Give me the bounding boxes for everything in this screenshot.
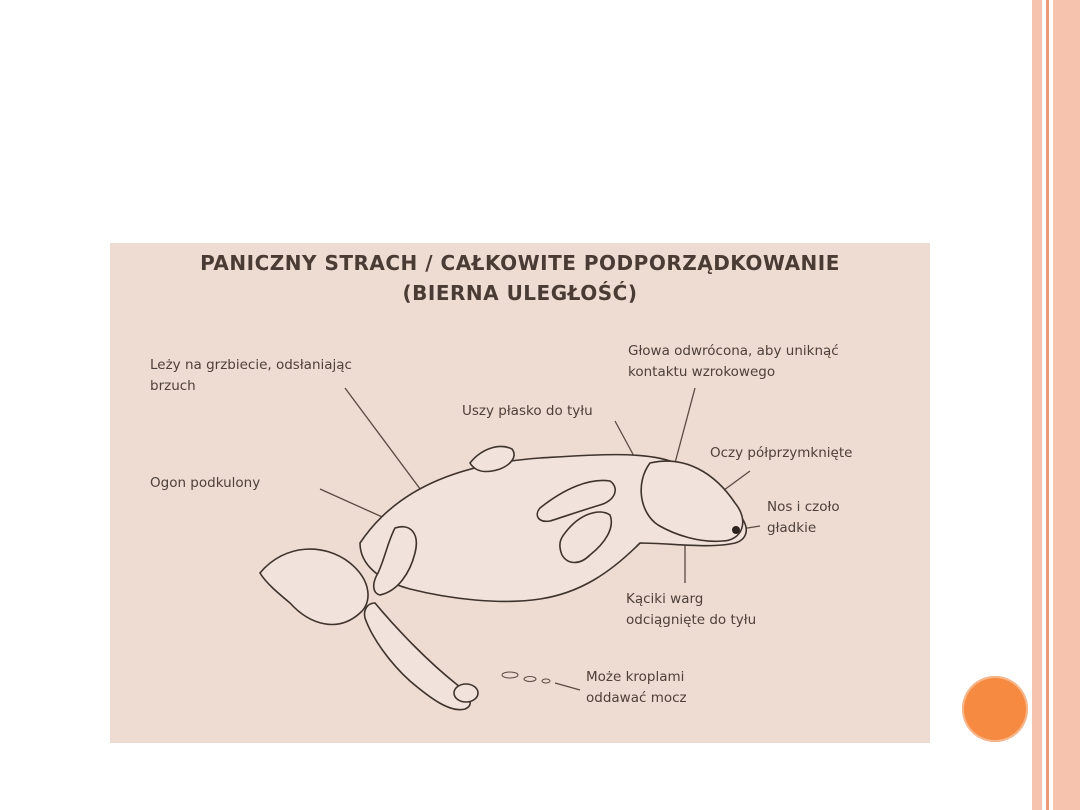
label-lip-corners: Kąciki warg odciągnięte do tyłu bbox=[626, 591, 757, 628]
figure-subtitle: (BIERNA ULEGŁOŚĆ) bbox=[402, 281, 638, 305]
leader-line-head bbox=[675, 388, 695, 463]
label-lying-on-back: Leży na grzbiecie, odsłaniając brzuch bbox=[150, 357, 352, 394]
accent-circle bbox=[962, 676, 1028, 742]
figure-title: PANICZNY STRACH / CAŁKOWITE PODPORZĄDKOWANIE bbox=[200, 251, 840, 275]
label-eyes-half-closed: Oczy półprzymknięte bbox=[710, 445, 853, 461]
label-nose-smooth: Nos i czoło gładkie bbox=[767, 499, 840, 536]
border-stripe-wide bbox=[1032, 0, 1042, 810]
dog-nose bbox=[732, 526, 740, 534]
label-head-turned: Głowa odwrócona, aby uniknąć kontaktu wzrokowego bbox=[628, 343, 839, 380]
label-may-urinate: Może kroplami oddawać mocz bbox=[586, 669, 687, 706]
leader-line-ears bbox=[615, 421, 635, 458]
urine-drops bbox=[502, 672, 550, 683]
border-stripe-outer bbox=[1053, 0, 1080, 810]
leader-line-urine bbox=[555, 683, 580, 690]
label-tail-tucked: Ogon podkulony bbox=[150, 475, 261, 491]
dog-posture-figure bbox=[110, 243, 930, 743]
label-ears-flat: Uszy płasko do tyłu bbox=[462, 403, 593, 419]
